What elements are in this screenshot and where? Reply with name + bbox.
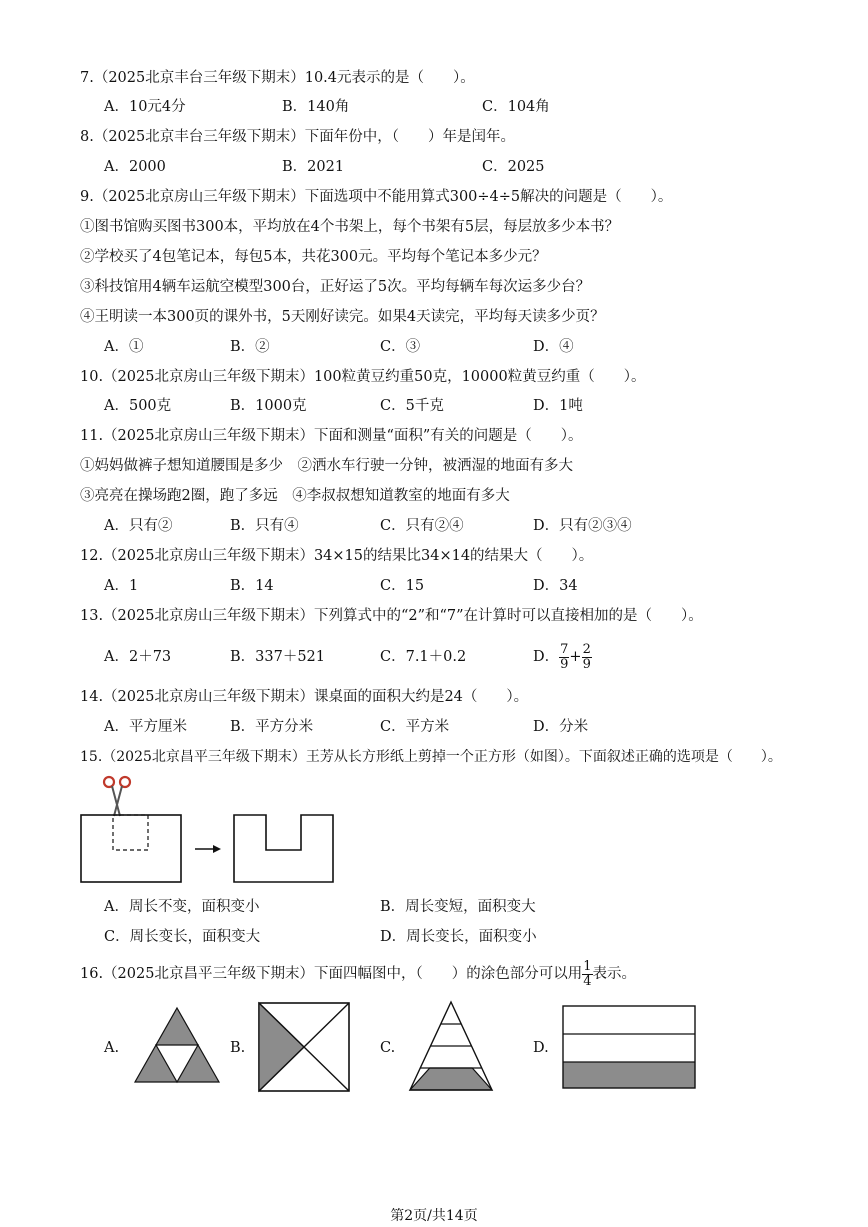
q9-item-4: ④王明读一本300页的课外书，5天刚好读完。如果4天读完，平均每天读多少页？ [80, 309, 605, 325]
q16-figure-d [562, 1005, 696, 1089]
q12-option-d[interactable]: D．34 [533, 578, 578, 594]
q16-option-b[interactable]: B. [230, 1040, 246, 1056]
q9-item-1: ①图书馆购买图书300本，平均放在4个书架上，每个书架有5层，每层放多少本书？ [80, 219, 620, 235]
q15-option-c[interactable]: C．周长变长，面积变大 [104, 929, 261, 945]
q9-option-c[interactable]: C．③ [380, 339, 421, 355]
q13-fraction-plus: + [569, 649, 582, 665]
q8-option-b[interactable]: B．2021 [282, 159, 345, 175]
question-16-stem [80, 956, 636, 992]
q8-option-a[interactable]: A．2000 [104, 159, 166, 175]
q15-dashed-square [113, 815, 148, 850]
q13-option-b[interactable]: B．337＋521 [230, 649, 326, 665]
question-8-stem: 8.（2025北京丰台三年级下期末）下面年份中，（ ）年是闰年。 [80, 129, 515, 145]
q11-item-1: ①妈妈做裤子想知道腰围是多少 ②洒水车行驶一分钟，被洒湿的地面有多大 [80, 458, 573, 474]
q10-option-b[interactable]: B．1000克 [230, 398, 307, 414]
q14-option-d[interactable]: D．分米 [533, 719, 589, 735]
question-12-stem: 12.（2025北京房山三年级下期末）34×15的结果比34×14的结果大（ ）。 [80, 548, 594, 564]
q7-option-a[interactable]: A．10元4分 [104, 99, 186, 115]
q12-option-c[interactable]: C．15 [380, 578, 425, 594]
q11-option-d[interactable]: D．只有②③④ [533, 518, 632, 534]
page-footer: 第2页/共14页 [390, 1208, 478, 1224]
q15-figure [75, 770, 345, 888]
q16-stem-pre: 16.（2025北京昌平三年级下期末）下面四幅图中，（ ）的涂色部分可以用 [80, 966, 583, 982]
q16-stem-post: 表示。 [592, 966, 636, 982]
question-13-stem: 13.（2025北京房山三年级下期末）下列算式中的“2”和“7”在计算时可以直接相加的是（ ）。 [80, 608, 703, 624]
question-15-stem: 15.（2025北京昌平三年级下期末）王芳从长方形纸上剪掉一个正方形（如图）。下面叙述正确的选项是（ ）。 [80, 749, 782, 765]
q11-option-b[interactable]: B．只有④ [230, 518, 299, 534]
q15-option-b[interactable]: B．周长变短，面积变大 [380, 899, 536, 915]
q9-option-b[interactable]: B．② [230, 339, 270, 355]
q16-figure-b [258, 1002, 350, 1092]
q13-option-d-label: D． [533, 649, 560, 665]
q14-option-a[interactable]: A．平方厘米 [104, 719, 187, 735]
q12-option-a[interactable]: A．1 [104, 578, 139, 594]
q13-option-a[interactable]: A．2＋73 [104, 649, 172, 665]
q14-option-b[interactable]: B．平方分米 [230, 719, 314, 735]
q16-stem-fraction: $\frac{1}{4}$ [583, 958, 592, 989]
q13-fraction-2: $\frac{2}{9}$ [582, 641, 591, 672]
question-14-stem: 14.（2025北京房山三年级下期末）课桌面的面积大约是24（ ）。 [80, 689, 529, 705]
q16-figure-c [409, 1001, 493, 1091]
scissors-icon [104, 777, 130, 816]
q9-option-a[interactable]: A．① [104, 339, 144, 355]
question-9-stem: 9.（2025北京房山三年级下期末）下面选项中不能用算式300÷4÷5解决的问题是（ ）。 [80, 189, 673, 205]
q12-option-b[interactable]: B．14 [230, 578, 274, 594]
q16-option-a[interactable]: A. [104, 1040, 120, 1056]
question-10-stem: 10.（2025北京房山三年级下期末）100粒黄豆约重50克，10000粒黄豆约重（ ）。 [80, 369, 646, 385]
q13-fraction-1: $\frac{7}{9}$ [560, 641, 569, 672]
question-11-stem: 11.（2025北京房山三年级下期末）下面和测量“面积”有关的问题是（ ）。 [80, 428, 583, 444]
q11-item-2: ③亮亮在操场跑2圈，跑了多远 ④李叔叔想知道教室的地面有多大 [80, 488, 510, 504]
q10-option-d[interactable]: D．1吨 [533, 398, 583, 414]
q13-option-d[interactable] [533, 638, 592, 676]
q11-option-a[interactable]: A．只有② [104, 518, 173, 534]
q15-rectangle [81, 815, 181, 882]
q16-figure-a [134, 1007, 220, 1083]
question-7-stem: 7.（2025北京丰台三年级下期末）10.4元表示的是（ ）。 [80, 70, 475, 86]
q7-option-b[interactable]: B．140角 [282, 99, 350, 115]
q10-option-c[interactable]: C．5千克 [380, 398, 444, 414]
q14-option-c[interactable]: C．平方米 [380, 719, 450, 735]
q9-option-d[interactable]: D．④ [533, 339, 574, 355]
q13-option-c[interactable]: C．7.1＋0.2 [380, 649, 467, 665]
q9-item-2: ②学校买了4包笔记本，每包5本，共花300元。平均每个笔记本多少元？ [80, 249, 547, 265]
q16-option-c[interactable]: C. [380, 1040, 396, 1056]
q15-cut-shape [234, 815, 333, 882]
q7-option-c[interactable]: C．104角 [482, 99, 550, 115]
q9-item-3: ③科技馆用4辆车运航空模型300台，正好运了5次。平均每辆车每次运多少台？ [80, 279, 591, 295]
q15-option-a[interactable]: A．周长不变，面积变小 [104, 899, 260, 915]
q15-option-d[interactable]: D．周长变长，面积变小 [380, 929, 537, 945]
q8-option-c[interactable]: C．2025 [482, 159, 545, 175]
q11-option-c[interactable]: C．只有②④ [380, 518, 464, 534]
q16-option-d[interactable]: D. [533, 1040, 549, 1056]
q10-option-a[interactable]: A．500克 [104, 398, 172, 414]
